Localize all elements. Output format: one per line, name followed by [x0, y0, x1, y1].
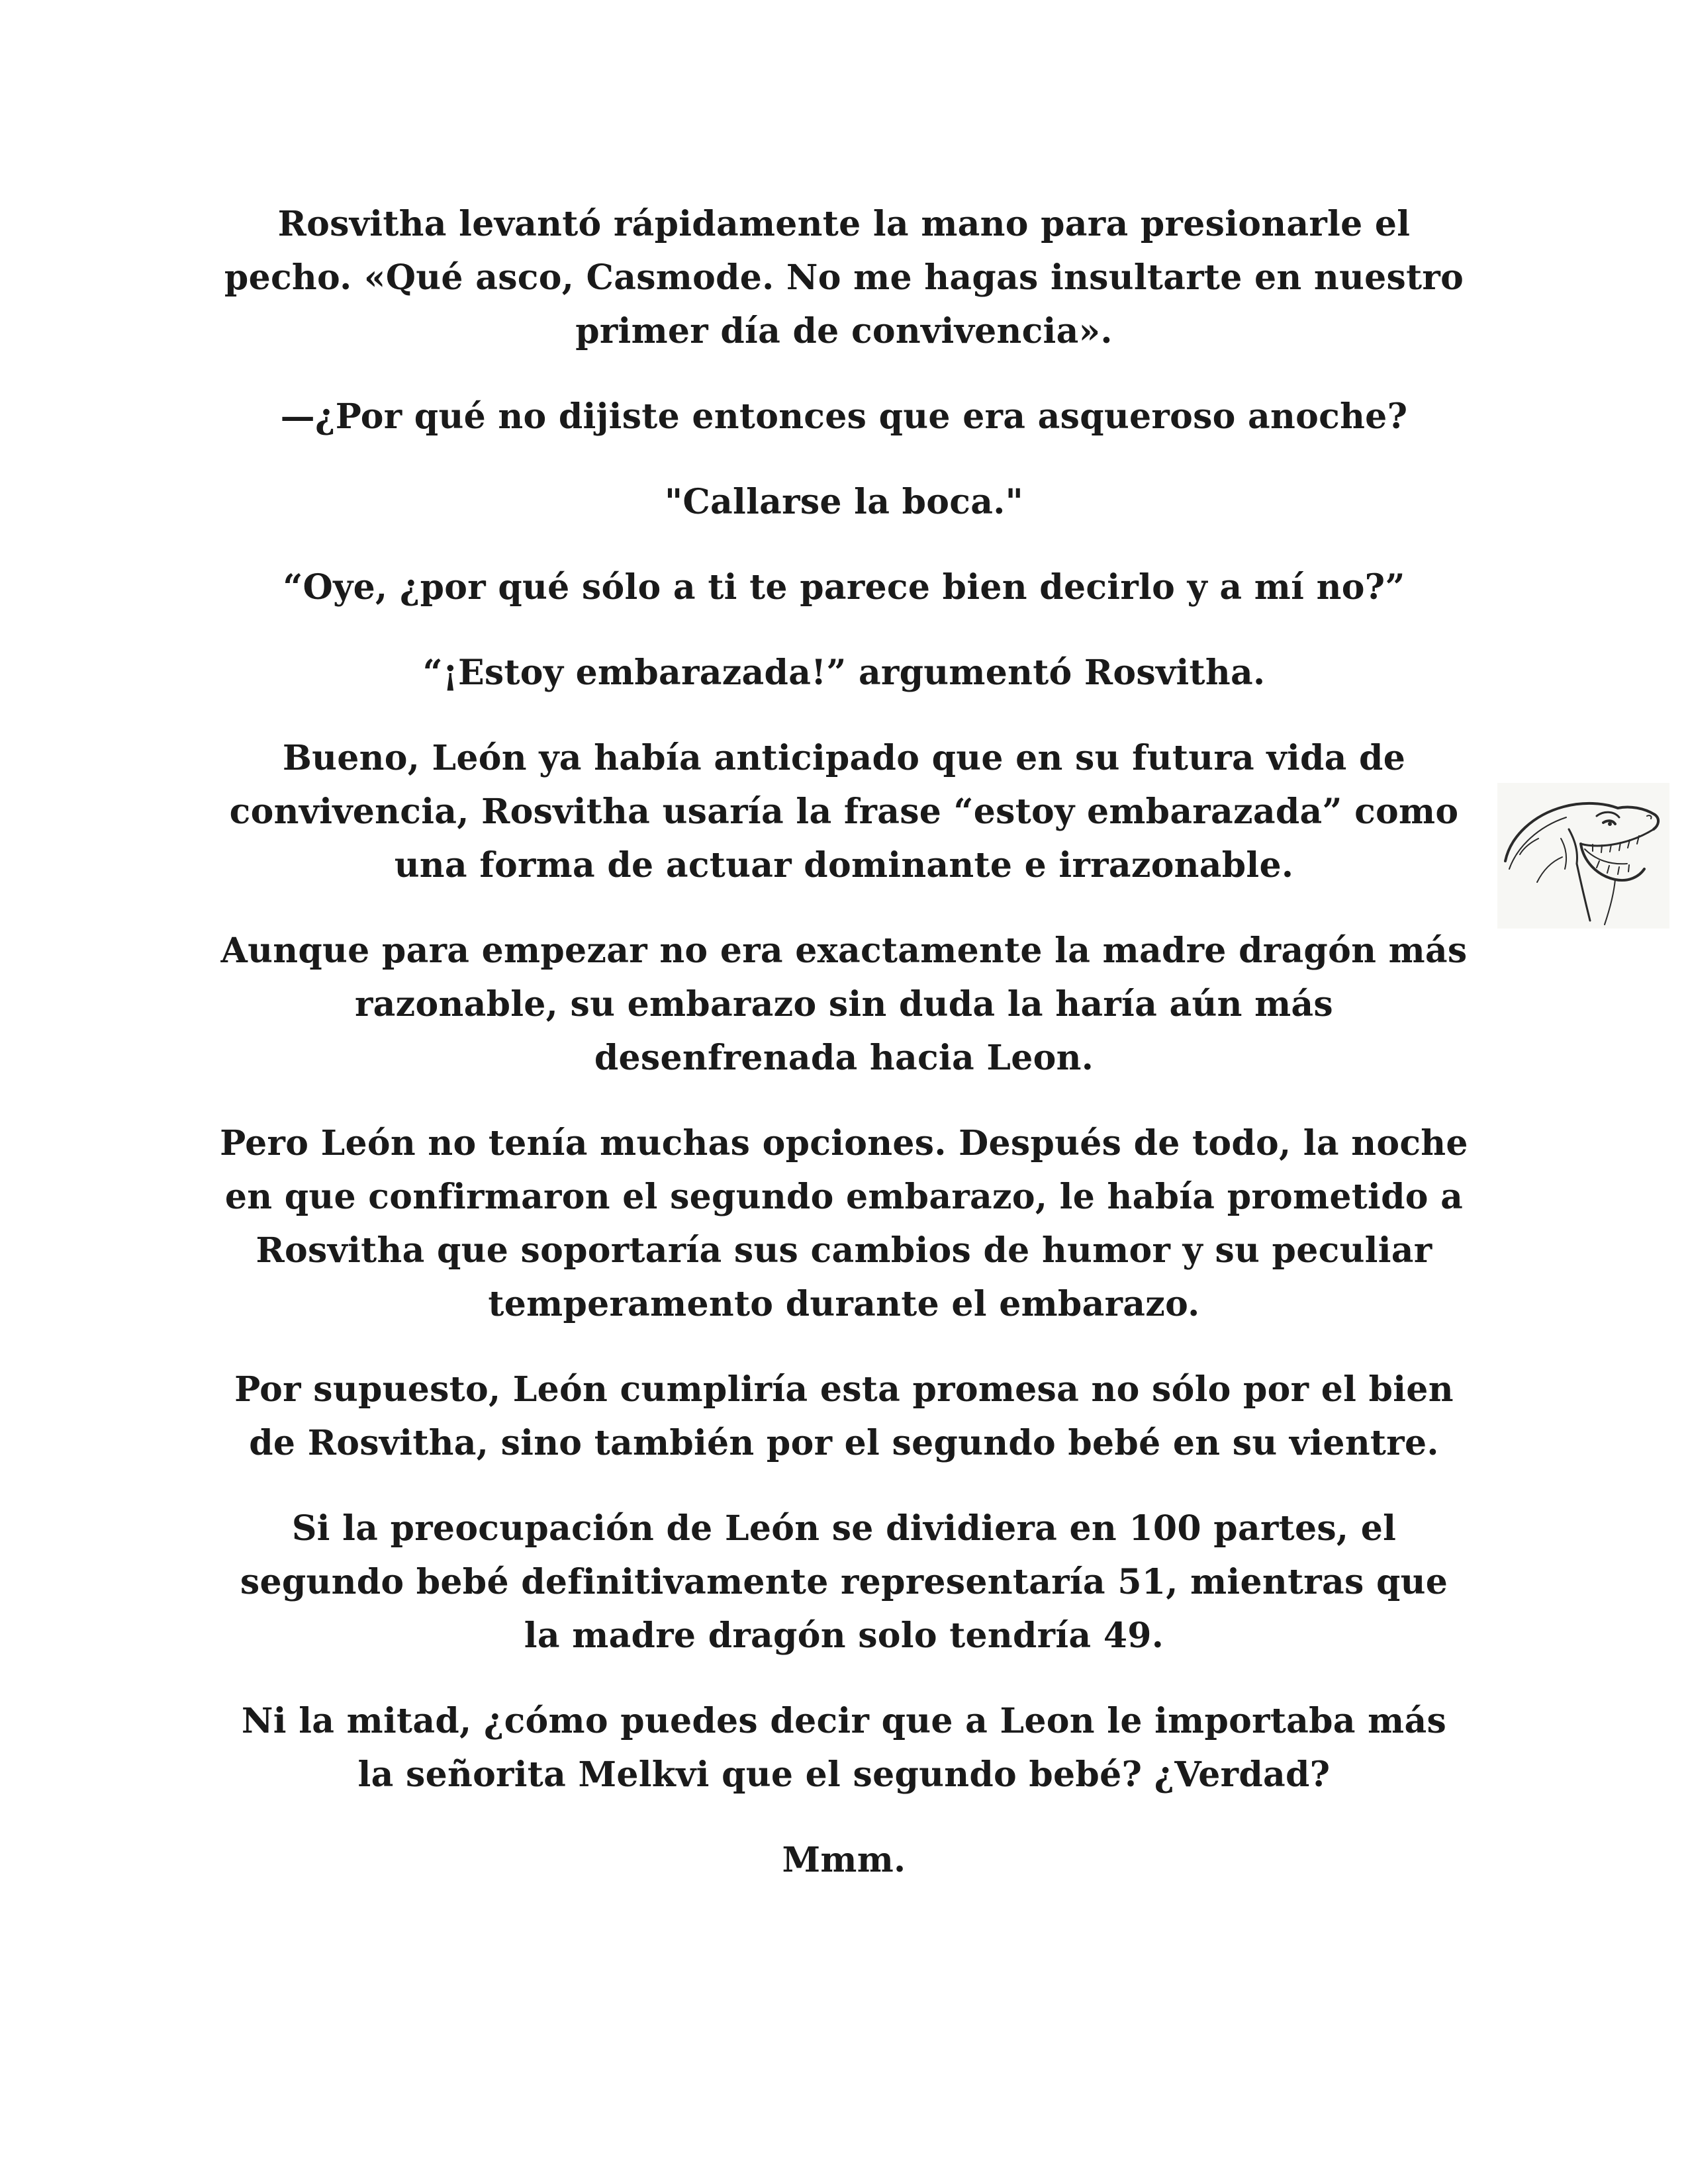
dinosaur-head-sketch-icon [1497, 783, 1669, 929]
paragraph-1: Rosvitha levantó rápidamente la mano para presionarle el pecho. «Qué asco, Casmode. No me hagas insultarte en nuestro primer día de convivencia». [224, 204, 1464, 351]
paragraph-11: Ni la mitad, ¿cómo puedes decir que a Leon le importaba más la señorita Melkvi que el segundo bebé? ¿Verdad? [241, 1701, 1447, 1795]
paragraph-8: Pero León no tenía muchas opciones. Después de todo, la noche en que confirmaron el segundo embarazo, le había prometido a Rosvitha que soportaría sus cambios de humor y su peculiar temperamento durante el embarazo. [220, 1123, 1468, 1324]
paragraph-2: —¿Por qué no dijiste entonces que era asqueroso anoche? [280, 396, 1408, 437]
paragraph-10: Si la preocupación de León se dividiera en 100 partes, el segundo bebé definitivamente representaría 51, mientras que la madre dragón solo tendría 49. [240, 1508, 1448, 1656]
paragraph-3: "Callarse la boca." [664, 482, 1024, 522]
paragraph-5: “¡Estoy embarazada!” argumentó Rosvitha. [422, 653, 1266, 693]
paragraph-7: Aunque para empezar no era exactamente la madre dragón más razonable, su embarazo sin duda la haría aún más desenfrenada hacia Leon. [220, 931, 1468, 1078]
paragraph-12: Mmm. [782, 1840, 906, 1880]
paragraph-9: Por supuesto, León cumpliría esta promesa no sólo por el bien de Rosvitha, sino también por el segundo bebé en su vientre. [234, 1369, 1454, 1463]
paragraph-6: Bueno, León ya había anticipado que en su futura vida de convivencia, Rosvitha usaría la frase “estoy embarazada” como una forma de actuar dominante e irrazonable. [229, 738, 1459, 886]
body-text [218, 197, 1470, 1919]
paragraph-4: “Oye, ¿por qué sólo a ti te parece bien decirlo y a mí no?” [283, 567, 1405, 608]
